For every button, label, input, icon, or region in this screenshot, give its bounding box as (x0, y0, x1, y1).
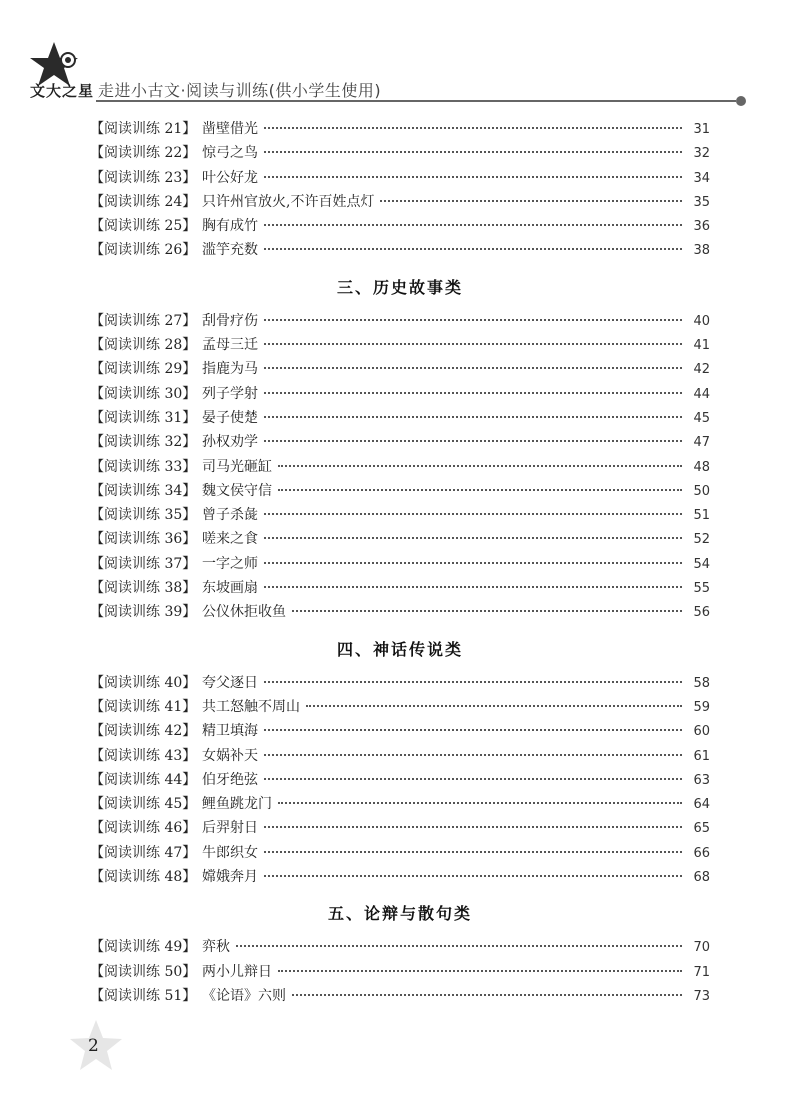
section-spacer (90, 300, 710, 310)
entry-label: 【阅读训练 47】 (90, 844, 197, 861)
entry-page-number: 59 (693, 699, 710, 715)
dot-leader (278, 489, 682, 491)
dot-leader (292, 994, 682, 996)
toc-entry[interactable] (90, 383, 710, 407)
entry-label: 【阅读训练 22】 (90, 145, 197, 162)
entry-page-number: 40 (693, 313, 710, 329)
entry-title: 后羿射日 (202, 820, 258, 837)
entry-label: 【阅读训练 41】 (90, 698, 197, 715)
dot-leader (264, 319, 682, 321)
entry-page-number: 65 (693, 821, 710, 837)
section-spacer (90, 264, 710, 276)
entry-page-number: 35 (693, 194, 710, 210)
entry-page-number: 38 (693, 243, 710, 259)
entry-page-number: 66 (693, 845, 710, 861)
entry-title: 嫦娥奔月 (202, 869, 258, 886)
entry-label: 【阅读训练 32】 (90, 434, 197, 451)
entry-title: 精卫填海 (202, 723, 258, 740)
dot-leader (264, 343, 682, 345)
entry-label: 【阅读训练 38】 (90, 580, 197, 597)
dot-leader (264, 681, 682, 683)
entry-title: 两小儿辩日 (202, 963, 272, 980)
entry-title: 女娲补天 (202, 747, 258, 764)
section-heading: 三、历史故事类 (336, 277, 463, 297)
header-rule-end (736, 96, 746, 106)
toc-entry[interactable] (90, 215, 710, 239)
toc-entry[interactable] (90, 866, 710, 890)
dot-leader (264, 367, 682, 369)
entry-label: 【阅读训练 35】 (90, 507, 197, 524)
entry-title: 叶公好龙 (202, 169, 258, 186)
dot-leader (264, 440, 682, 442)
toc-entry[interactable] (90, 504, 710, 528)
page-number: 2 (88, 1036, 99, 1056)
dot-leader (264, 224, 682, 226)
section-spacer (90, 890, 710, 902)
toc-entry[interactable] (90, 961, 710, 985)
dot-leader (264, 586, 682, 588)
entry-label: 【阅读训练 37】 (90, 555, 197, 572)
entry-page-number: 45 (693, 410, 710, 426)
dot-leader (264, 826, 682, 828)
toc-entry[interactable] (90, 769, 710, 793)
header-rule (96, 100, 736, 102)
entry-page-number: 70 (693, 940, 710, 956)
entry-label: 【阅读训练 23】 (90, 169, 197, 186)
entry-title: 嗟来之食 (202, 531, 258, 548)
dot-leader (264, 778, 682, 780)
entry-label: 【阅读训练 31】 (90, 409, 197, 426)
dot-leader (264, 392, 682, 394)
toc-entry[interactable] (90, 577, 710, 601)
entry-page-number: 50 (693, 483, 710, 499)
entry-label: 【阅读训练 43】 (90, 747, 197, 764)
toc-entry[interactable] (90, 793, 710, 817)
entry-title: 指鹿为马 (202, 361, 258, 378)
entry-page-number: 58 (693, 675, 710, 691)
page-header (0, 0, 800, 110)
entry-title: 弈秋 (202, 939, 230, 956)
dot-leader (264, 562, 682, 564)
entry-title: 鲤鱼跳龙门 (202, 796, 272, 813)
entry-label: 【阅读训练 45】 (90, 796, 197, 813)
entry-title: 夸父逐日 (202, 674, 258, 691)
toc-entry[interactable] (90, 745, 710, 769)
dot-leader (264, 127, 682, 129)
entry-page-number: 71 (693, 964, 710, 980)
entry-label: 【阅读训练 39】 (90, 604, 197, 621)
dot-leader (264, 176, 682, 178)
toc-entry[interactable] (90, 239, 710, 263)
entry-title: 滥竽充数 (202, 242, 258, 259)
entry-page-number: 47 (693, 435, 710, 451)
entry-page-number: 73 (693, 988, 710, 1004)
entry-page-number: 32 (693, 146, 710, 162)
logo-text: 文大之星 (30, 82, 95, 100)
toc-entry[interactable] (90, 696, 710, 720)
dot-leader (264, 151, 682, 153)
entry-title: 东坡画扇 (202, 580, 258, 597)
entry-label: 【阅读训练 24】 (90, 193, 197, 210)
toc-entry[interactable] (90, 985, 710, 1009)
toc-entry[interactable] (90, 528, 710, 552)
toc-entry[interactable] (90, 310, 710, 334)
entry-title: 刮骨疗伤 (202, 312, 258, 329)
section-spacer (90, 626, 710, 638)
entry-title: 曾子杀彘 (202, 507, 258, 524)
dot-leader (278, 970, 682, 972)
entry-label: 【阅读训练 51】 (90, 987, 197, 1004)
entry-page-number: 48 (693, 459, 710, 475)
entry-title: 凿壁借光 (202, 121, 258, 137)
entry-label: 【阅读训练 28】 (90, 337, 197, 354)
dot-leader (306, 705, 682, 707)
entry-label: 【阅读训练 44】 (90, 771, 197, 788)
entry-title: 孙权劝学 (202, 434, 258, 451)
entry-page-number: 42 (693, 362, 710, 378)
entry-title: 惊弓之鸟 (202, 145, 258, 162)
entry-label: 【阅读训练 34】 (90, 482, 197, 499)
toc-entry[interactable] (90, 334, 710, 358)
entry-label: 【阅读训练 33】 (90, 458, 197, 475)
entry-label: 【阅读训练 48】 (90, 869, 197, 886)
entry-label: 【阅读训练 30】 (90, 385, 197, 402)
entry-title: 伯牙绝弦 (202, 771, 258, 788)
toc-entry[interactable] (90, 118, 710, 142)
toc-entry[interactable] (90, 431, 710, 455)
entry-title: 胸有成竹 (202, 218, 258, 235)
dot-leader (278, 802, 682, 804)
dot-leader (264, 875, 682, 877)
entry-title: 一字之师 (202, 555, 258, 572)
entry-label: 【阅读训练 50】 (90, 963, 197, 980)
entry-page-number: 51 (693, 508, 710, 524)
entry-title: 公仪休拒收鱼 (202, 604, 286, 621)
entry-page-number: 61 (693, 748, 710, 764)
dot-leader (264, 754, 682, 756)
toc-entry[interactable] (90, 842, 710, 866)
entry-label: 【阅读训练 25】 (90, 218, 197, 235)
entry-label: 【阅读训练 21】 (90, 121, 197, 137)
toc-entry[interactable] (90, 601, 710, 625)
dot-leader (292, 610, 682, 612)
entry-page-number: 63 (693, 772, 710, 788)
section-heading: 四、神话传说类 (336, 639, 463, 659)
entry-title: 司马光砸缸 (202, 458, 272, 475)
toc-entry[interactable] (90, 817, 710, 841)
entry-title: 牛郎织女 (202, 844, 258, 861)
toc-entry[interactable] (90, 407, 710, 431)
entry-label: 【阅读训练 49】 (90, 939, 197, 956)
toc-entry[interactable] (90, 553, 710, 577)
toc-entry[interactable] (90, 142, 710, 166)
entry-page-number: 60 (693, 724, 710, 740)
dot-leader (264, 248, 682, 250)
section-spacer (90, 662, 710, 672)
entry-page-number: 56 (693, 605, 710, 621)
entry-title: 共工怒触不周山 (202, 698, 300, 715)
toc-entry[interactable] (90, 167, 710, 191)
entry-title: 魏文侯守信 (202, 482, 272, 499)
dot-leader (264, 537, 682, 539)
entry-page-number: 68 (693, 870, 710, 886)
toc-entry[interactable] (90, 358, 710, 382)
entry-title: 列子学射 (202, 385, 258, 402)
entry-label: 【阅读训练 36】 (90, 531, 197, 548)
dot-leader (278, 465, 682, 467)
entry-page-number: 55 (693, 581, 710, 597)
entry-title: 晏子使楚 (202, 409, 258, 426)
entry-label: 【阅读训练 40】 (90, 674, 197, 691)
book-title: 走进小古文·阅读与训练(供小学生使用) (98, 81, 382, 100)
dot-leader (264, 513, 682, 515)
toc-entry[interactable] (90, 720, 710, 744)
entry-label: 【阅读训练 42】 (90, 723, 197, 740)
table-of-contents (90, 118, 710, 1009)
dot-leader (236, 945, 682, 947)
section-heading: 五、论辩与散句类 (327, 904, 472, 924)
section-spacer (90, 926, 710, 936)
entry-page-number: 41 (693, 338, 710, 354)
entry-label: 【阅读训练 29】 (90, 361, 197, 378)
toc-entry[interactable] (90, 191, 710, 215)
entry-page-number: 54 (693, 556, 710, 572)
entry-page-number: 36 (693, 219, 710, 235)
entry-title: 《论语》六则 (202, 987, 286, 1004)
entry-page-number: 31 (693, 122, 710, 137)
toc-entry[interactable] (90, 672, 710, 696)
entry-page-number: 44 (693, 386, 710, 402)
entry-label: 【阅读训练 27】 (90, 312, 197, 329)
entry-page-number: 64 (693, 797, 710, 813)
entry-page-number: 34 (693, 170, 710, 186)
dot-leader (264, 729, 682, 731)
entry-label: 【阅读训练 26】 (90, 242, 197, 259)
dot-leader (380, 200, 682, 202)
dot-leader (264, 851, 682, 853)
toc-entry[interactable] (90, 456, 710, 480)
toc-entry[interactable] (90, 480, 710, 504)
entry-title: 孟母三迁 (202, 337, 258, 354)
toc-entry[interactable] (90, 936, 710, 960)
dot-leader (264, 416, 682, 418)
entry-label: 【阅读训练 46】 (90, 820, 197, 837)
entry-title: 只许州官放火,不许百姓点灯 (202, 193, 375, 210)
entry-page-number: 52 (693, 532, 710, 548)
